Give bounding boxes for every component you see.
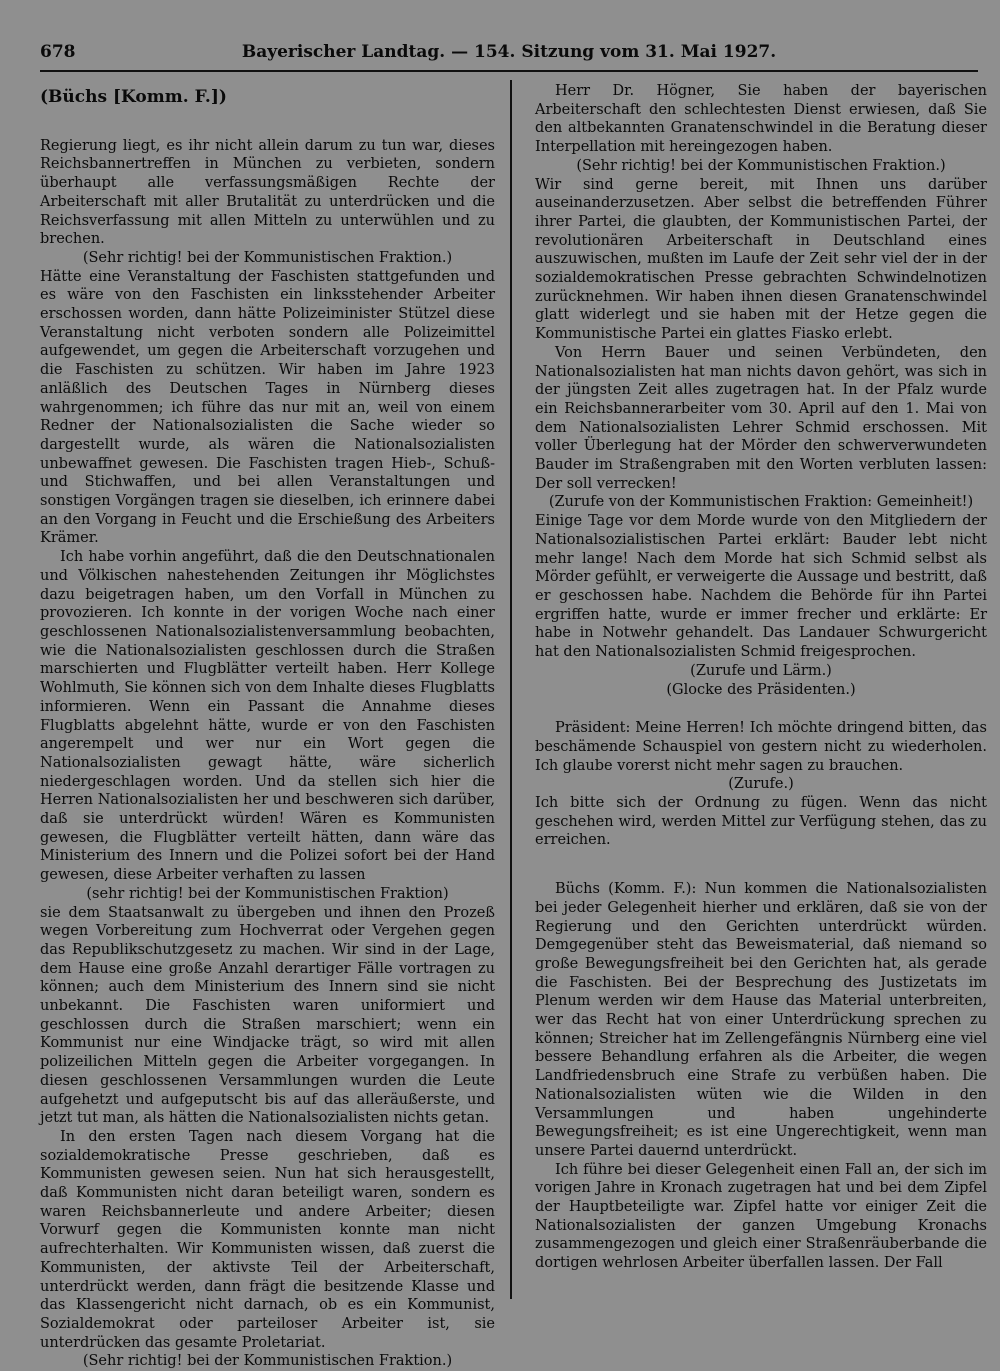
speaker-paragraph: Büchs (Komm. F.): Nun kommen die Nationalsozialisten bei jeder Gelegenheit hierher und erklären, daß sie von der Regierung und den Gerichten unterdrückt würden. Demgegenüber steht das Beweismaterial, daß niemand so große Bewegungsfreiheit bei den Gerichten hat, als gerade die Faschisten. Bei der Besprechung des Justizetats im Plenum werden wir dem Hause das Material unterbreiten, wer das Recht hat von einer Unterdrückung sprechen zu können; Streicher hat im Zellengefängnis Nürnberg eine viel bessere Behandlung erfahren als die Arbeiter, die wegen Landfriedensbruch eine Strafe zu verbüßen haben. Die Nationalsozialisten wüten wie die Wilden in den Versammlungen und haben ungehinderte Bewegungsfreiheit; es ist eine Ungerechtigkeit, wenn man unsere Partei dauernd unterdrückt. bbox=[535, 881, 987, 1159]
paragraph: Von Herrn Bauer und seinen Verbündeten, den Nationalsozialisten hat man nichts davon gehört, was sich in der jüngsten Zeit alles zugetragen hat. In der Pfalz wurde ein Reichsbannerarbeiter vom 30. April auf den 1. Mai von dem Nationalsozialisten Lehrer Schmid erschossen. Mit voller Überlegung hat der Mörder den schwerverwundeten Bauder im Straßengraben mit den Worten verbluten lassen: Der soll verrecken! bbox=[535, 344, 987, 492]
page-header bbox=[40, 42, 978, 70]
interjection: (Zurufe.) bbox=[728, 776, 794, 793]
column-divider bbox=[510, 80, 512, 1299]
paragraph: Regierung liegt, es ihr nicht allein darum zu tun war, dieses Reichsbannertreffen in München zu verbieten, sondern überhaupt alle verfassungsmäßigen Rechte der Arbeiterschaft mit aller Brutalität zu unterdrücken und die Reichsverfassung mit allen Mitteln zu unterwühlen und zu brechen. bbox=[40, 137, 495, 248]
president-paragraph: Präsident: Meine Herren! Ich möchte dringend bitten, das beschämende Schauspiel von gestern nicht zu wiederholen. Ich glaube vorerst nicht mehr sagen zu brauchen. bbox=[535, 720, 987, 774]
interjection: (Glocke des Präsidenten.) bbox=[666, 681, 856, 698]
paragraph: Einige Tage vor dem Morde wurde von den Mitgliedern der Nationalsozialistischen Partei erklärt: Bauder lebt nicht mehr lange! Nach dem Morde hat sich Schmid selbst als Mörder gefühlt, er verweigerte die Aussage und bestritt, daß er geschossen habe. Nachdem die Behörde für ihn Partei ergriffen hatte, wurde er immer frecher und erklärte: Er habe in Notwehr gehandelt. Das Landauer Schwurgericht hat den Nationalsozialisten Schmid freigesprochen. bbox=[535, 513, 987, 661]
running-head: Bayerischer Landtag. — 154. Sitzung vom 31. Mai 1927. bbox=[241, 42, 777, 62]
interjection: (Sehr richtig! bei der Kommunistischen Fraktion.) bbox=[82, 1353, 453, 1370]
paragraph: Ich bitte sich der Ordnung zu fügen. Wenn das nicht geschehen wird, werden Mittel zur Verfügung stehen, das zu erreichen. bbox=[535, 795, 987, 849]
page-number: 678 bbox=[40, 42, 76, 62]
paragraph: Hätte eine Veranstaltung der Faschisten stattgefunden und es wäre von den Faschisten ein linksstehender Arbeiter erschossen worden, dann hätte Polizeiminister Stützel diese Veranstaltung nicht verboten sondern alle Polizeimittel aufgewendet, um gegen die Arbeiterschaft vorzugehen und die Faschisten zu schützen. Wir haben im Jahre 1923 anläßlich des Deutschen Tages in Nürnberg dieses wahrgenommen; ich führe das nur mit an, weil von einem Redner der Nationalsozialisten die Sache wieder so dargestellt wurde, als wären die Nationalsozialisten unbewaffnet gewesen. Die Faschisten tragen Hieb-, Schuß- und Stichwaffen, und bei allen Veranstaltungen und sonstigen Vorgängen tragen sie dieselben, ich erinnere dabei an den Vorgang in Feucht und die Erschießung des Arbeiters Krämer. bbox=[40, 268, 495, 547]
paragraph: In den ersten Tagen nach diesem Vorgang hat die sozialdemokratische Presse geschrieben, daß es Kommunisten gewesen seien. Nun hat sich herausgestellt, daß Kommunisten nicht daran beteiligt waren, sondern es waren Reichsbannerleute und andere Arbeiter; diesen Vorwurf gegen die Kommunisten konnte man nicht aufrechterhalten. Wir Kommunisten wissen, daß zuerst die Kommunisten, der aktivste Teil der Arbeiterschaft, unterdrückt werden, dann frägt die besitzende Klasse und das Klassengericht nicht darnach, ob es ein Kommunist, Sozialdemokrat oder parteiloser Arbeiter ist, sie unterdrücken das gesamte Proletariat. bbox=[40, 1128, 495, 1351]
paragraph: Ich habe vorhin angeführt, daß die den Deutschnationalen und Völkischen nahestehenden Zeitungen ihr Möglichstes dazu beigetragen haben, um den Vorfall in München zu provozieren. Ich konnte in der vorigen Woche nach einer geschlossenen Nationalsozialistenversammlung beobachten, wie die Nationalsozialisten geschlossen durch die Straßen marschierten und Flugblätter verteilt haben. Herr Kollege Wohlmuth, Sie können sich von dem Inhalte dieses Flugblatts informieren. Wenn ein Passant die Annahme dieses Flugblatts abgelehnt hätte, wurde er von den Faschisten angerempelt und wer nur ein Wort gegen die Nationalsozialisten gewagt hätte, wäre sicherlich niedergeschlagen worden. Und da stellen sich hier die Herren Nationalsozialisten her und beschweren sich darüber, daß sie unterdrückt würden! Wären es Kommunisten gewesen, die Flugblätter verteilt hätten, dann wäre das Ministerium des Innern und die Polizei sofort bei der Hand gewesen, diese Arbeiter verhaften zu lassen bbox=[40, 549, 495, 884]
right-column bbox=[535, 82, 987, 1273]
paragraph: Ich führe bei dieser Gelegenheit einen Fall an, der sich im vorigen Jahre in Kronach zugetragen hat und bei dem Zipfel der Hauptbeteiligte war. Zipfel hatte vor einiger Zeit die Nationalsozialisten der ganzen Umgebung Kronachs zusammengezogen und gleich einer Straßenräuberbande die dortigen wehrlosen Arbeiter überfallen lassen. Der Fall bbox=[535, 1161, 987, 1272]
speaker-heading: (Büchs [Komm. F.]) bbox=[40, 87, 227, 107]
interjection: (Sehr richtig! bei der Kommunistischen Fraktion.) bbox=[82, 249, 453, 266]
interjection: (sehr richtig! bei der Kommunistischen Fraktion) bbox=[86, 885, 449, 902]
header-rule bbox=[40, 70, 978, 72]
interjection: (Zurufe von der Kommunistischen Fraktion: Gemeinheit!) bbox=[548, 494, 974, 511]
left-column bbox=[40, 82, 495, 1371]
paragraph: sie dem Staatsanwalt zu übergeben und ihnen den Prozeß wegen Vorbereitung zum Hochverrat oder Vergehen gegen das Republikschutzgesetz zu machen. Wir sind in der Lage, dem Hause eine große Anzahl derartiger Fälle vortragen zu können; auch dem Ministerium des Innern sind sie nicht unbekannt. Die Faschisten waren uniformiert und geschlossen durch die Straßen marschiert; wenn ein Kommunist nur eine Windjacke trägt, so wird mit allen polizeilichen Mitteln gegen die Arbeiter vorgegangen. In diesen geschlossenen Versammlungen wurden die Leute aufgehetzt und aufgeputscht bis auf das alleräußerste, und jetzt tut man, als hätten die Nationalsozialisten nichts getan. bbox=[40, 904, 495, 1127]
interjection: (Sehr richtig! bei der Kommunistischen Fraktion.) bbox=[576, 157, 946, 174]
paragraph: Wir sind gerne bereit, mit Ihnen uns darüber auseinanderzusetzen. Aber selbst die betreffenden Führer ihrer Partei, die glaubten, der Kommunistischen Partei, der revolutionären Arbeiterschaft in Deutschland eines auszuwischen, mußten im Laufe der Zeit sehr viel der in der sozialdemokratischen Presse gebrachten Schwindelnotizen zurücknehmen. Wir haben ihnen diesen Granatenschwindel glatt widerlegt und sie haben mit der Hetze gegen die Kommunistische Partei ein glattes Fiasko erlebt. bbox=[535, 176, 987, 343]
interjection: (Zurufe und Lärm.) bbox=[690, 662, 832, 679]
paragraph: Herr Dr. Högner, Sie haben der bayerischen Arbeiterschaft den schlechtesten Dienst erwiesen, daß Sie den altbekannten Granatenschwindel in die Beratung dieser Interpellation mit hereingezogen haben. bbox=[535, 83, 987, 156]
